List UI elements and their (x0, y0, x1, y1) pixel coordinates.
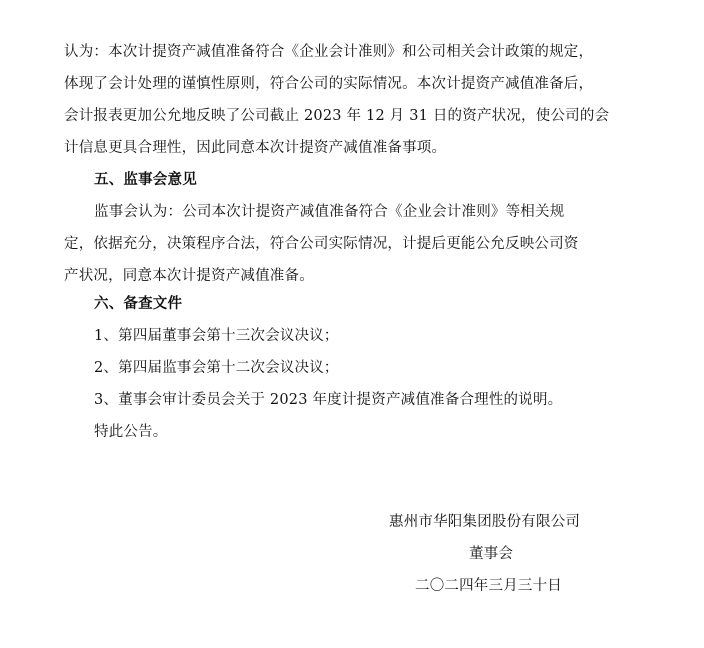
paragraph-line: 会计报表更加公允地反映了公司截止 2023 年 12 月 31 日的资产状况，使公司的会 (64, 108, 610, 124)
paragraph-line: 监事会认为：公司本次计提资产减值准备符合《企业会计准则》等相关规 (94, 204, 565, 220)
section-heading: 六、备查文件 (94, 296, 183, 312)
paragraph-line: 产状况，同意本次计提资产减值准备。 (64, 268, 314, 284)
paragraph-line: 认为：本次计提资产减值准备符合《企业会计准则》和公司相关会计政策的规定， (64, 44, 594, 60)
list-item: 1、第四届董事会第十三次会议决议； (94, 328, 339, 344)
signature-board: 董事会 (469, 546, 514, 562)
signature-date: 二〇二四年三月三十日 (415, 578, 562, 594)
list-item: 3、董事会审计委员会关于 2023 年度计提资产减值准备合理性的说明。 (94, 392, 563, 408)
signature-company: 惠州市华阳集团股份有限公司 (389, 514, 581, 530)
closing-text: 特此公告。 (94, 424, 168, 440)
paragraph-line: 计信息更具合理性，因此同意本次计提资产减值准备事项。 (64, 140, 447, 156)
paragraph-line: 定，依据充分，决策程序合法，符合公司实际情况，计提后更能公允反映公司资 (64, 236, 579, 252)
list-item: 2、第四届监事会第十二次会议决议； (94, 360, 339, 376)
section-heading: 五、监事会意见 (94, 172, 197, 188)
paragraph-line: 体现了会计处理的谨慎性原则，符合公司的实际情况。本次计提资产减值准备后， (64, 76, 594, 92)
